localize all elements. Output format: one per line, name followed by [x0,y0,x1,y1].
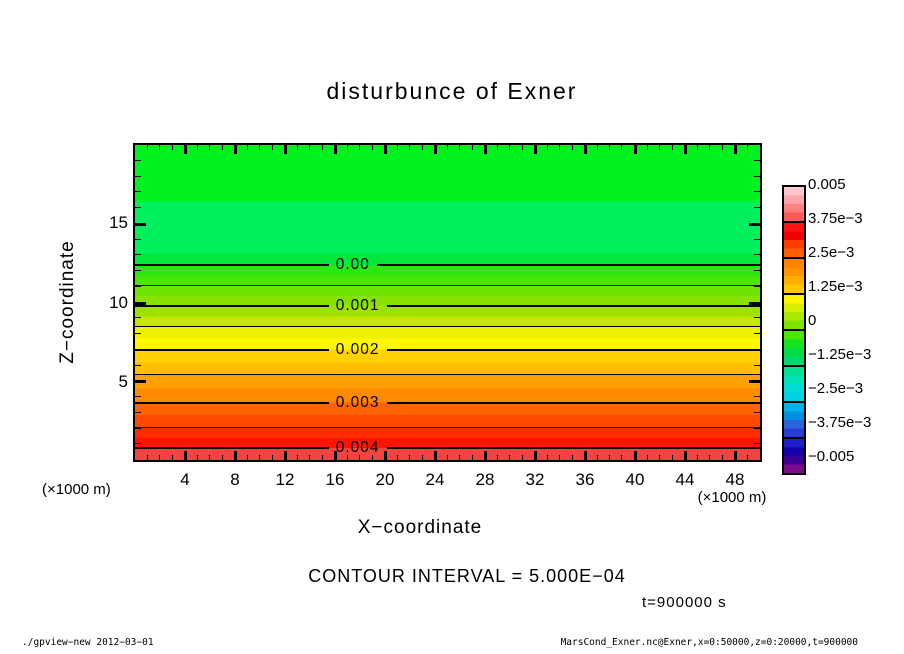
contour-line [135,342,760,358]
colorbar-box [782,401,806,439]
z-tick-label: 10 [109,292,128,312]
x-minor-tick [359,145,360,150]
x-tick-label: 40 [625,470,645,489]
z-major-tick [749,223,760,226]
colorbar-tick-label: −2.5e−3 [808,380,864,397]
colorbar-box [782,365,806,403]
x-minor-tick [272,145,273,150]
contour-segment [135,374,760,375]
z-minor-tick [135,207,141,208]
x-minor-tick [447,145,448,150]
contour-segment [387,447,760,449]
x-minor-tick [522,145,523,150]
x-minor-tick [247,145,248,150]
contour-segment [135,326,760,327]
contour-segment [135,264,329,266]
x-minor-tick [672,145,673,150]
contour-segment [135,285,760,286]
contour-segment [387,305,760,307]
x-tick-label: 48 [725,470,745,489]
x-minor-tick [297,145,298,150]
contour-segment [377,264,760,266]
z-minor-tick [754,191,760,192]
x-minor-tick [647,145,648,150]
contour-line [135,366,760,382]
x-tick-label: 16 [325,470,345,489]
contour-line [135,257,760,273]
x-major-tick [334,145,337,154]
x-major-tick [684,145,687,154]
time-annotation: t=900000 s [642,594,727,611]
contour-line [135,395,760,411]
x-minor-tick [509,145,510,150]
z-tick-label: 5 [118,372,128,392]
x-minor-tick [697,145,698,150]
z-minor-tick [135,239,141,240]
colorbar-box [782,437,806,475]
colorbar-tick-label: −1.25e−3 [808,346,872,363]
x-major-tick [584,145,587,154]
z-minor-tick [135,254,141,255]
colorbar-tick-label: 3.75e−3 [808,210,863,227]
contour-line [135,319,760,335]
contour-segment [135,402,329,404]
colorbar-tick-label: −3.75e−3 [808,414,872,431]
x-minor-tick [309,145,310,150]
z-minor-tick [135,176,141,177]
contour-line [135,298,760,314]
contour-segment [387,402,760,404]
z-minor-tick [135,191,141,192]
x-minor-tick [497,145,498,150]
z-axis-label: Z−coordinate [57,240,78,364]
x-tick-label: 32 [525,470,545,489]
x-tick-label: 20 [375,470,395,489]
x-tick-label: 28 [475,470,495,489]
x-minor-tick [472,145,473,150]
x-major-tick [534,145,537,154]
colorbar-tick-label: −0.005 [808,448,855,465]
chart-title: disturbunce of Exner [326,78,578,104]
z-minor-tick [754,412,760,413]
x-minor-tick [709,145,710,150]
x-minor-tick [609,145,610,150]
x-minor-tick [422,145,423,150]
contour-label: 0.001 [335,296,380,314]
contour-segment [135,447,329,449]
x-minor-tick [409,145,410,150]
contour-line [135,440,760,456]
contour-segment [387,349,760,351]
x-tick-label: 12 [275,470,295,489]
x-minor-tick [659,145,660,150]
x-major-tick [434,145,437,154]
x-minor-tick [559,145,560,150]
x-major-tick [634,145,637,154]
z-tick-label: 15 [109,212,128,232]
x-major-tick [284,145,287,154]
x-minor-tick [597,145,598,150]
x-minor-tick [259,145,260,150]
contour-line [135,420,760,436]
x-minor-tick [547,145,548,150]
contour-label: 0.003 [335,393,380,411]
colorbar-box [782,221,806,259]
colorbar-tick-label: 2.5e−3 [808,244,855,261]
x-minor-tick [209,145,210,150]
x-major-tick [484,145,487,154]
x-major-tick [734,145,737,154]
x-minor-tick [347,145,348,150]
plot-area [133,143,762,462]
z-minor-tick [754,239,760,240]
contour-interval-note: CONTOUR INTERVAL = 5.000E−04 [308,566,626,586]
colorbar [782,185,802,475]
z-minor-tick [754,160,760,161]
x-tick-label: 8 [230,470,240,489]
x-tick-label: 44 [675,470,695,489]
x-minor-tick [372,145,373,150]
colorbar-box [782,293,806,331]
x-major-tick [384,145,387,154]
x-tick-label: 4 [180,470,190,489]
x-minor-tick [459,145,460,150]
footer-command: ./gpview−new 2012−03−01 [22,637,154,648]
contour-line [135,278,760,294]
contour-label: 0.002 [335,340,380,358]
x-minor-tick [322,145,323,150]
x-minor-tick [572,145,573,150]
z-minor-tick [754,176,760,177]
x-minor-tick [722,145,723,150]
colorbar-tick-label: 0 [808,312,817,329]
x-minor-tick [222,145,223,150]
contour-segment [135,349,329,351]
x-tick-label: 24 [425,470,445,489]
colorbar-box [782,257,806,295]
z-minor-tick [135,412,141,413]
contour-label: 0.004 [335,439,380,457]
colorbar-tick-label: 1.25e−3 [808,278,863,295]
x-tick-label: 36 [575,470,595,489]
x-axis-unit: (×1000 m) [697,489,767,506]
contour-segment [135,427,760,428]
x-major-tick [234,145,237,154]
colorbar-box [782,329,806,367]
x-minor-tick [147,145,148,150]
contour-label: 0.00 [335,256,370,274]
x-minor-tick [197,145,198,150]
footer-source: MarsCond_Exner.nc@Exner,x=0:50000,z=0:20000,t=900000 [560,637,858,648]
x-minor-tick [747,145,748,150]
x-minor-tick [172,145,173,150]
colorbar-box [782,185,806,223]
colorbar-tick-label: 0.005 [808,176,846,193]
x-minor-tick [621,145,622,150]
z-minor-tick [754,254,760,255]
z-major-tick [135,223,146,226]
contour-segment [135,305,329,307]
z-axis-unit: (×1000 m) [42,481,111,498]
x-axis-label: X−coordinate [357,517,483,538]
x-major-tick [184,145,187,154]
x-minor-tick [159,145,160,150]
z-minor-tick [754,207,760,208]
z-minor-tick [135,160,141,161]
x-minor-tick [397,145,398,150]
